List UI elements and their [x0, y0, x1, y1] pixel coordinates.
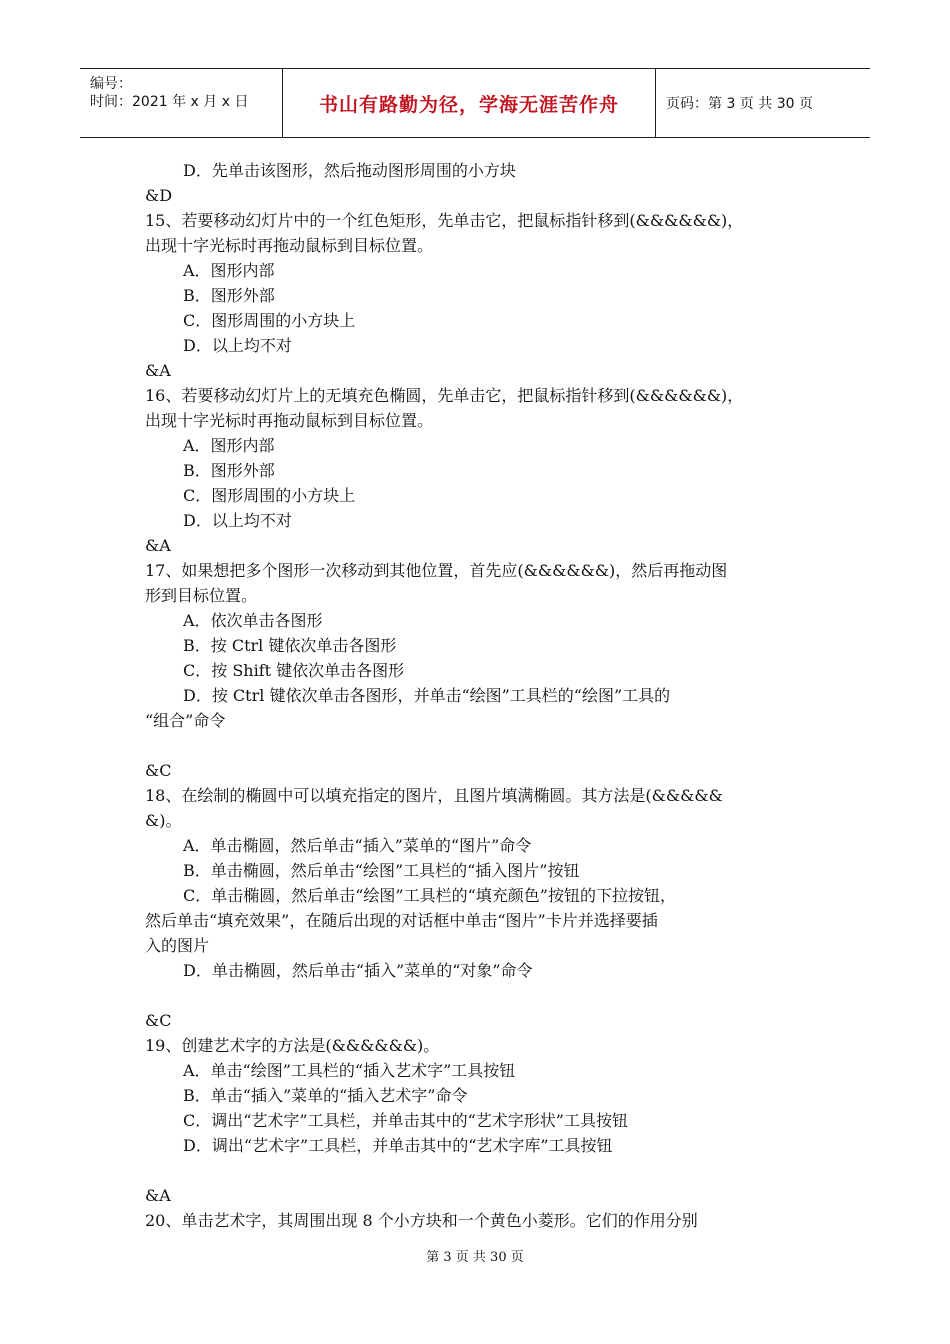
option-line: C．图形周围的小方块上 — [183, 311, 356, 330]
page-footer: 第 3 页 共 30 页 — [426, 1250, 524, 1265]
answer-line: &C — [145, 761, 172, 780]
text-line: “组合”命令 — [145, 711, 226, 730]
motto: 书山有路勤为径，学海无涯苦作舟 — [318, 93, 619, 116]
option-line: D．以上均不对 — [183, 336, 292, 355]
option-line: A．依次单击各图形 — [183, 611, 323, 630]
header-page-cell — [656, 69, 870, 137]
answer-line: &D — [145, 186, 173, 205]
answer-line: &A — [145, 1186, 171, 1205]
option-line: C．调出“艺术字”工具栏，并单击其中的“艺术字形状”工具按钮 — [183, 1111, 628, 1130]
option-line: B．图形外部 — [183, 461, 275, 480]
text-line: D．先单击该图形，然后拖动图形周围的小方块 — [183, 161, 516, 180]
question-line: 20、单击艺术字，其周围出现 8 个小方块和一个黄色小菱形。它们的作用分别 — [145, 1211, 698, 1230]
question-line: 17、如果想把多个图形一次移动到其他位置，首先应(&&&&&&)，然后再拖动图 — [145, 561, 728, 580]
text-line: 出现十字光标时再拖动鼠标到目标位置。 — [145, 236, 434, 255]
option-line: B．按 Ctrl 键依次单击各图形 — [183, 636, 397, 655]
header-meta — [80, 69, 283, 137]
question-line: 18、在绘制的椭圆中可以填充指定的图片，且图片填满椭圆。其方法是(&&&&& — [145, 786, 723, 805]
question-line: 16、若要移动幻灯片上的无填充色椭圆，先单击它，把鼠标指针移到(&&&&&&)， — [145, 386, 744, 405]
text-line: 形到目标位置。 — [145, 586, 258, 605]
option-line: A．单击“绘图”工具栏的“插入艺术字”工具按钮 — [183, 1061, 516, 1080]
option-line: C．图形周围的小方块上 — [183, 486, 356, 505]
option-line: D．调出“艺术字”工具栏，并单击其中的“艺术字库”工具按钮 — [183, 1136, 613, 1155]
text-line: 然后单击“填充效果”，在随后出现的对话框中单击“图片”卡片并选择要插 — [145, 911, 658, 930]
page-header — [80, 68, 870, 138]
option-line: A．图形内部 — [183, 436, 275, 455]
number-label: 编号： — [90, 76, 132, 92]
text-line: 入的图片 — [145, 936, 210, 955]
option-line: D．单击椭圆，然后单击“插入”菜单的“对象”命令 — [183, 961, 533, 980]
time-label: 时间：2021 年 x 月 x 日 — [90, 94, 249, 110]
option-line: A．图形内部 — [183, 261, 275, 280]
option-line: C．按 Shift 键依次单击各图形 — [183, 661, 405, 680]
header-motto-cell — [283, 69, 656, 137]
answer-line: &A — [145, 536, 171, 555]
question-line: 19、创建艺术字的方法是(&&&&&&)。 — [145, 1036, 440, 1055]
answer-line: &A — [145, 361, 171, 380]
page-info: 页码：第 3 页 共 30 页 — [666, 96, 813, 112]
text-line: &)。 — [145, 811, 182, 830]
option-line: B．图形外部 — [183, 286, 275, 305]
option-line: D．按 Ctrl 键依次单击各图形，并单击“绘图”工具栏的“绘图”工具的 — [183, 686, 671, 705]
option-line: B．单击“插入”菜单的“插入艺术字”命令 — [183, 1086, 468, 1105]
option-line: D．以上均不对 — [183, 511, 292, 530]
question-line: 15、若要移动幻灯片中的一个红色矩形，先单击它，把鼠标指针移到(&&&&&&)， — [145, 211, 744, 230]
option-line: B．单击椭圆，然后单击“绘图”工具栏的“插入图片”按钮 — [183, 861, 580, 880]
answer-line: &C — [145, 1011, 172, 1030]
option-line: A．单击椭圆，然后单击“插入”菜单的“图片”命令 — [183, 836, 532, 855]
option-line: C．单击椭圆，然后单击“绘图”工具栏的“填充颜色”按钮的下拉按钮， — [183, 886, 676, 905]
text-line: 出现十字光标时再拖动鼠标到目标位置。 — [145, 411, 434, 430]
